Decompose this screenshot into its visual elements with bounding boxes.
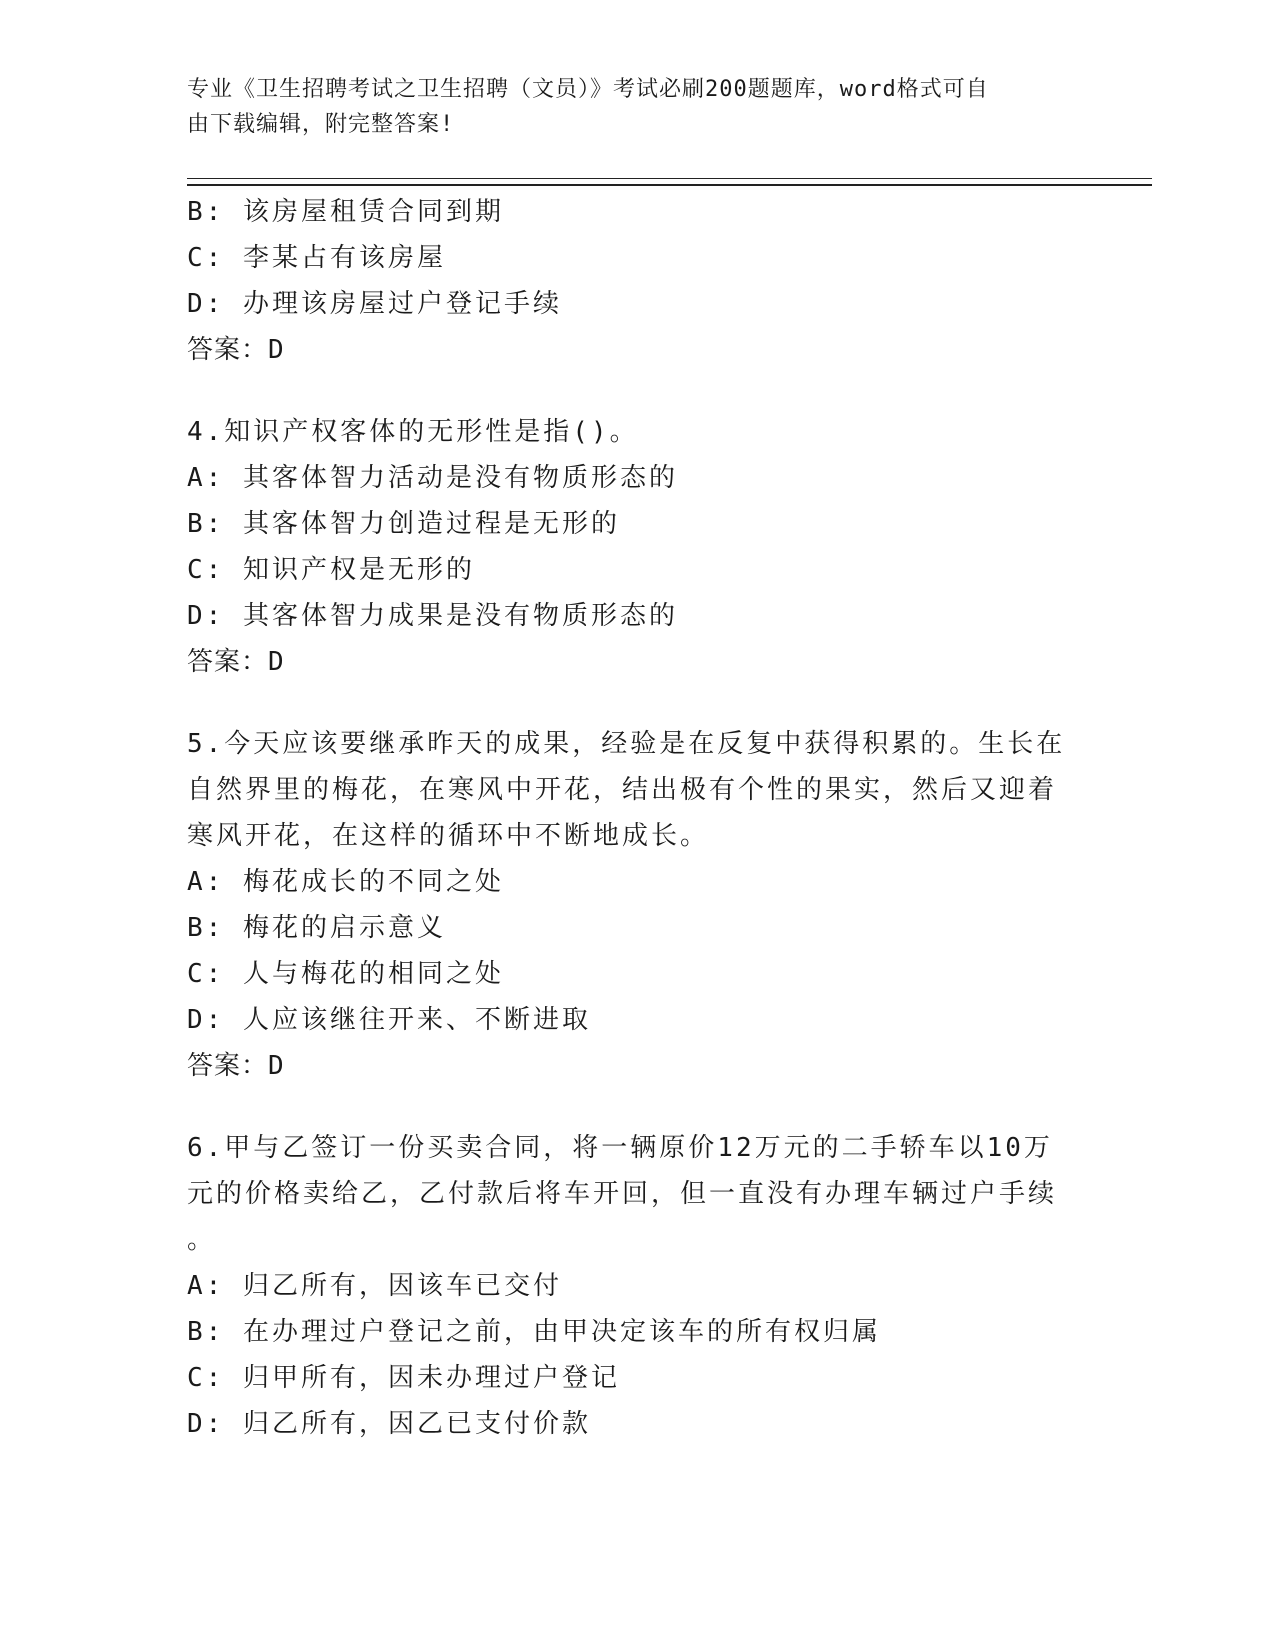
question-fragment — [187, 189, 1067, 373]
question-stem-line: 元的价格卖给乙，乙付款后将车开回，但一直没有办理车辆过户手续 — [187, 1179, 1058, 1209]
option-d: D: 其客体智力成果是没有物质形态的 — [187, 601, 678, 631]
question-stem: 4.知识产权客体的无形性是指()。 — [187, 417, 639, 447]
answer: 答案：D — [187, 1051, 285, 1081]
option-c: C: 知识产权是无形的 — [187, 555, 475, 585]
question-stem-line: 寒风开花，在这样的循环中不断地成长。 — [187, 821, 710, 851]
question-4 — [187, 409, 1067, 685]
option-a: A: 归乙所有，因该车已交付 — [187, 1271, 562, 1301]
header-line-1: 专业《卫生招聘考试之卫生招聘（文员）》考试必刷200题题库，word格式可自 — [187, 77, 989, 102]
question-5 — [187, 721, 1067, 1089]
option-c: C: 李某占有该房屋 — [187, 243, 446, 273]
option-a: A: 其客体智力活动是没有物质形态的 — [187, 463, 678, 493]
option-b: B: 该房屋租赁合同到期 — [187, 197, 504, 227]
question-stem-line: 。 — [187, 1225, 217, 1255]
question-stem-line: 自然界里的梅花，在寒风中开花，结出极有个性的果实，然后又迎着 — [187, 775, 1058, 805]
option-b: B: 其客体智力创造过程是无形的 — [187, 509, 620, 539]
question-stem-line: 6.甲与乙签订一份买卖合同，将一辆原价12万元的二手轿车以10万 — [187, 1133, 1053, 1163]
header-divider — [187, 178, 1152, 186]
header-line-2: 由下载编辑，附完整答案! — [187, 112, 455, 137]
option-a: A: 梅花成长的不同之处 — [187, 867, 504, 897]
option-d: D: 人应该继往开来、不断进取 — [187, 1005, 591, 1035]
question-stem-line: 5.今天应该要继承昨天的成果，经验是在反复中获得积累的。生长在 — [187, 729, 1066, 759]
option-c: C: 人与梅花的相同之处 — [187, 959, 504, 989]
option-d: D: 归乙所有，因乙已支付价款 — [187, 1409, 591, 1439]
document-body — [187, 189, 1067, 1447]
option-b: B: 梅花的启示意义 — [187, 913, 446, 943]
answer: 答案：D — [187, 647, 285, 677]
option-b: B: 在办理过户登记之前，由甲决定该车的所有权归属 — [187, 1317, 881, 1347]
option-d: D: 办理该房屋过户登记手续 — [187, 289, 562, 319]
answer: 答案：D — [187, 335, 285, 365]
option-c: C: 归甲所有，因未办理过户登记 — [187, 1363, 620, 1393]
question-6 — [187, 1125, 1067, 1447]
document-header — [187, 72, 1067, 142]
